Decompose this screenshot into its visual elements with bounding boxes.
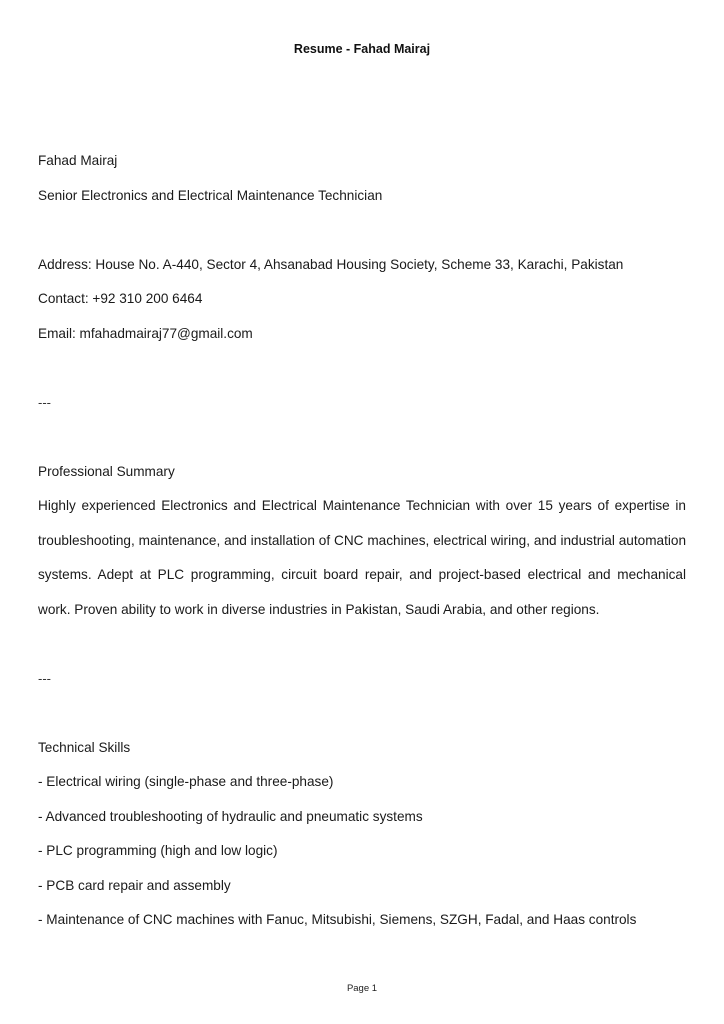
spacer — [38, 351, 686, 386]
section-divider: --- — [38, 670, 51, 686]
candidate-job-title: Senior Electronics and Electrical Maintenance Technician — [38, 187, 383, 203]
skill-item: - PCB card repair and assembly — [38, 877, 231, 893]
contact-phone: Contact: +92 310 200 6464 — [38, 291, 203, 306]
resume-body — [38, 144, 686, 938]
spacer — [38, 627, 686, 662]
spacer — [38, 213, 686, 248]
spacer — [38, 696, 686, 731]
skill-item: - Maintenance of CNC machines with Fanuc, Mitsubishi, Siemens, SZGH, Fadal, and Haas controls — [38, 912, 637, 927]
professional-summary-text: Highly experienced Electronics and Electrical Maintenance Technician with over 15 years of expertise in troubleshooting, maintenance, and installation of CNC machines, electrical wiring, and industrial automation systems. Adept at PLC programming, circuit board repair, and project-based electrical and mechanical work. Proven ability to work in diverse industries in Pakistan, Saudi Arabia, and other regions. — [38, 498, 686, 617]
technical-skills-heading: Technical Skills — [38, 739, 131, 755]
skill-item: - Electrical wiring (single-phase and three-phase) — [38, 774, 334, 789]
technical-skills-list — [38, 765, 686, 938]
contact-email: Email: mfahadmairaj77@gmail.com — [38, 325, 253, 341]
page-number: Page 1 — [346, 983, 378, 994]
skill-item: - PLC programming (high and low logic) — [38, 843, 278, 858]
candidate-name: Fahad Mairaj — [38, 153, 118, 168]
document-title: Resume - Fahad Mairaj — [293, 42, 431, 56]
contact-address: Address: House No. A-440, Sector 4, Ahsanabad Housing Society, Scheme 33, Karachi, Pakistan — [38, 256, 624, 272]
spacer — [38, 420, 686, 455]
skill-item: - Advanced troubleshooting of hydraulic and pneumatic systems — [38, 808, 423, 824]
professional-summary-heading: Professional Summary — [38, 463, 175, 479]
section-divider: --- — [38, 394, 51, 410]
